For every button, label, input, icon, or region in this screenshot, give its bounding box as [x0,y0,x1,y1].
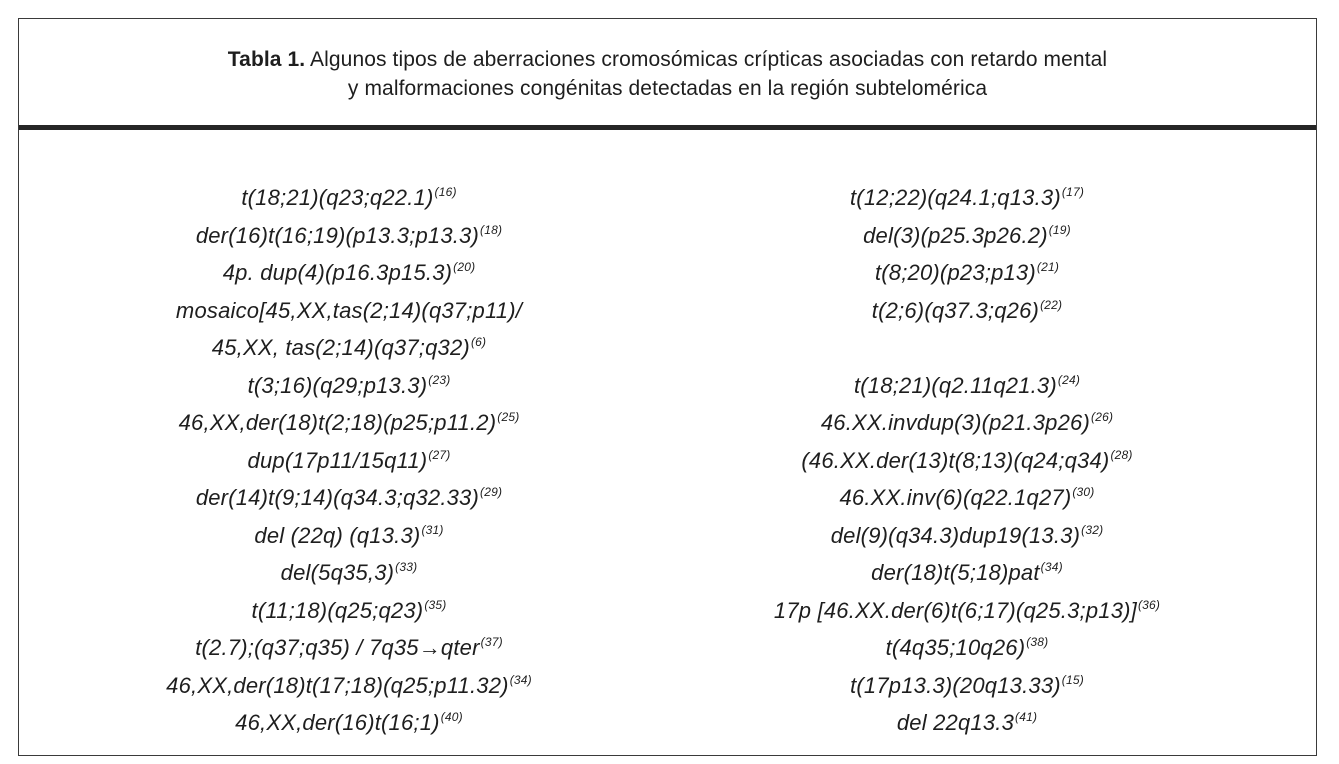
reference-number: (32) [1081,522,1104,537]
aberration-text: del(3)(p25.3p26.2) [863,222,1048,248]
aberration-text: del(9)(q34.3)dup19(13.3) [830,522,1081,548]
aberration-entry [687,442,1247,480]
aberration-entry [687,254,1247,292]
aberration-text: dup(17p11/15q11) [247,447,428,473]
aberration-entry [69,629,629,667]
reference-number: (6) [470,335,487,349]
reference-number: (35) [424,597,447,612]
caption-label: Tabla 1. [227,48,306,71]
aberration-entry [69,179,629,217]
reference-number: (28) [1110,447,1133,462]
aberration-entry [69,217,629,255]
aberration-entry [69,517,629,555]
left-column [69,179,629,742]
aberration-entry [687,179,1247,217]
reference-number: (17) [1061,185,1085,199]
reference-number: (31) [421,522,444,537]
reference-number: (22) [1040,297,1063,312]
aberration-entry [69,667,629,705]
reference-number: (33) [395,560,418,574]
aberration-entry [69,554,629,592]
aberration-entry [69,329,629,367]
aberration-text: del (22q) (q13.3) [254,522,421,548]
reference-number: (26) [1091,410,1114,424]
reference-number: (30) [1072,485,1095,499]
aberration-entry [687,517,1247,555]
aberration-entry [69,404,629,442]
reference-number: (25) [497,410,520,424]
aberration-text: t(3;16)(q29;p13.3) [247,372,428,398]
reference-number: (29) [480,485,503,499]
table-caption [19,45,1316,103]
aberration-text: 46,XX,der(16)t(16;1) [235,710,440,735]
aberration-text: 46,XX,der(18)t(17;18)(q25;p11.32) [166,672,509,698]
aberration-text: der(14)t(9;14)(q34.3;q32.33) [195,485,480,510]
reference-number: (27) [428,447,451,462]
reference-number: (38) [1026,635,1049,649]
reference-number: (40) [440,710,463,724]
reference-number: (21) [1036,260,1060,274]
reference-number: (36) [1137,597,1161,612]
aberration-entry [687,554,1247,592]
aberration-entry [69,442,629,480]
caption-text-1: Algunos tipos de aberraciones cromosómicas crípticas asociadas con retardo mental [305,48,1108,71]
aberration-text: der(16)t(16;19)(p13.3;p13.3) [195,222,480,248]
reference-number: (19) [1048,222,1071,237]
reference-number: (37) [480,635,503,649]
aberration-entry [687,367,1247,405]
aberration-text: t(4q35;10q26) [885,635,1026,660]
aberration-entry [687,667,1247,705]
aberration-text: del(5q35,3) [280,560,395,585]
aberration-entry [687,329,1247,367]
aberration-entry [687,704,1247,742]
caption-line-2: y malformaciones congénitas detectadas en la región subtelomérica [347,77,988,100]
aberration-text: t(12;22)(q24.1;q13.3) [849,185,1061,210]
reference-number: (41) [1015,710,1038,724]
caption-line-1 [19,45,1316,74]
aberration-text: 4p. dup(4)(p16.3p15.3) [222,260,453,285]
aberration-entry [69,367,629,405]
aberration-entry [687,292,1247,330]
aberration-text: (46.XX.der(13)t(8;13)(q24;q34) [801,447,1110,473]
aberration-text: t(17p13.3)(20q13.33) [850,672,1061,698]
reference-number: (20) [453,260,476,274]
aberration-entry [69,254,629,292]
reference-number: (18) [480,222,503,237]
aberration-entry [69,704,629,742]
aberration-text: t(2.7);(q37;q35) / 7q35→qter [195,635,480,660]
aberration-text: t(8;20)(p23;p13) [874,260,1036,285]
aberration-entry [687,479,1247,517]
aberration-entry [69,592,629,630]
aberration-entry [69,479,629,517]
reference-number: (23) [428,372,451,387]
aberration-entry [687,629,1247,667]
aberration-entry [69,292,629,330]
reference-number: (24) [1057,372,1081,387]
aberration-text: 46.XX.invdup(3)(p21.3p26) [820,410,1091,435]
reference-number: (16) [434,185,457,199]
aberration-text: t(18;21)(q23;q22.1) [241,185,434,210]
aberration-text: 46.XX.inv(6)(q22.1q27) [839,485,1072,510]
aberration-text: 17p [46.XX.der(6)t(6;17)(q25.3;p13)] [773,597,1137,623]
reference-number: (15) [1061,672,1084,687]
aberration-text: mosaico[45,XX,tas(2;14)(q37;p11)/ [175,297,523,323]
right-column [687,179,1247,742]
aberration-entry [687,592,1247,630]
aberration-text: t(11;18)(q25;q23) [251,597,424,623]
aberration-text: t(18;21)(q2.11q21.3) [853,372,1057,398]
aberration-text: t(2;6)(q37.3;q26) [871,297,1040,323]
header-divider [19,125,1316,130]
aberration-entry [687,217,1247,255]
aberration-entry [687,404,1247,442]
reference-number: (34) [1040,560,1063,574]
table-frame [18,18,1317,756]
aberration-text: 45,XX, tas(2;14)(q37;q32) [211,335,470,360]
aberration-text: der(18)t(5;18)pat [871,560,1040,585]
aberration-text: 46,XX,der(18)t(2;18)(p25;p11.2) [178,410,497,435]
aberration-text: del 22q13.3 [896,710,1015,735]
reference-number: (34) [509,672,532,687]
